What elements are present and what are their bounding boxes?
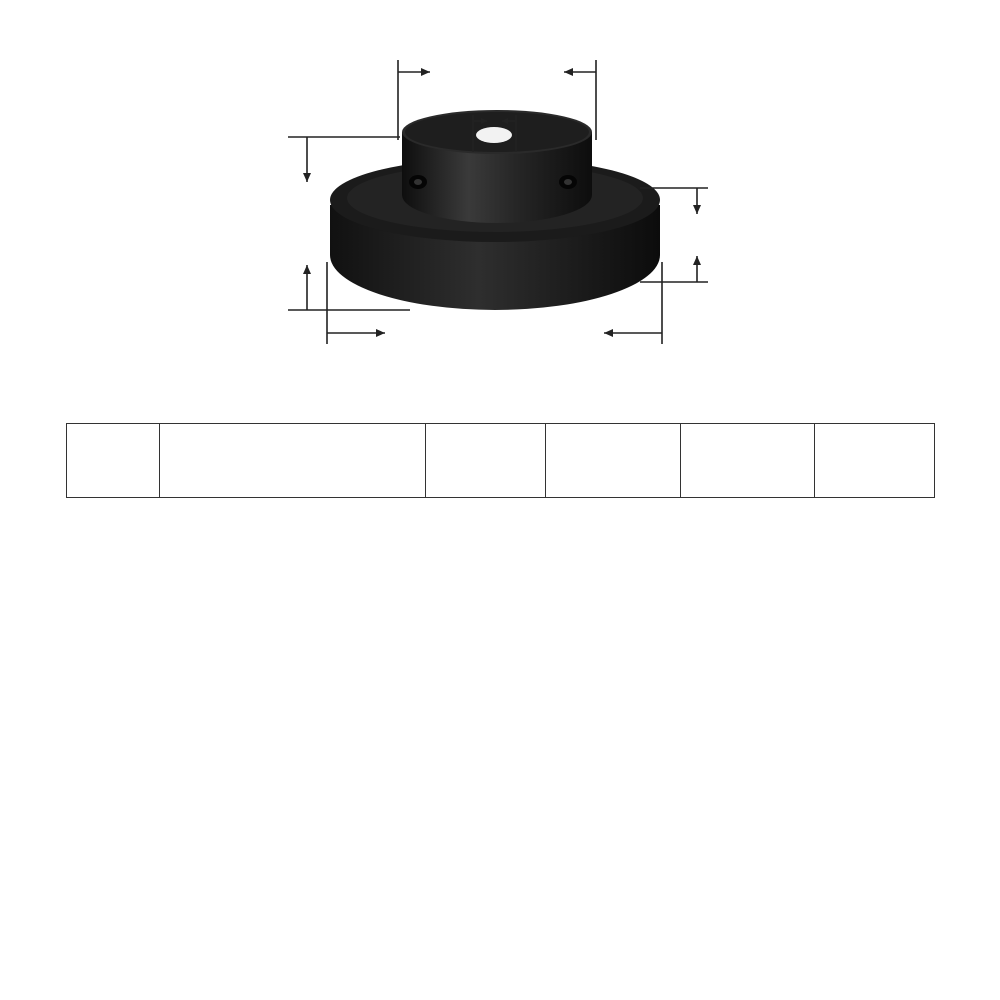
table-header-row [67,424,935,498]
header-type [67,424,160,498]
header-outer-diameter [546,424,681,498]
header-tooth-thickness [681,424,815,498]
gear-illustration [0,0,1000,380]
header-bore [160,424,426,498]
gear-dimension-diagram [0,0,1000,380]
header-total-height [815,424,935,498]
gear-hub [402,110,592,223]
gear-spec-table [66,423,935,498]
header-bench-height [426,424,546,498]
bore-hole [476,127,512,143]
